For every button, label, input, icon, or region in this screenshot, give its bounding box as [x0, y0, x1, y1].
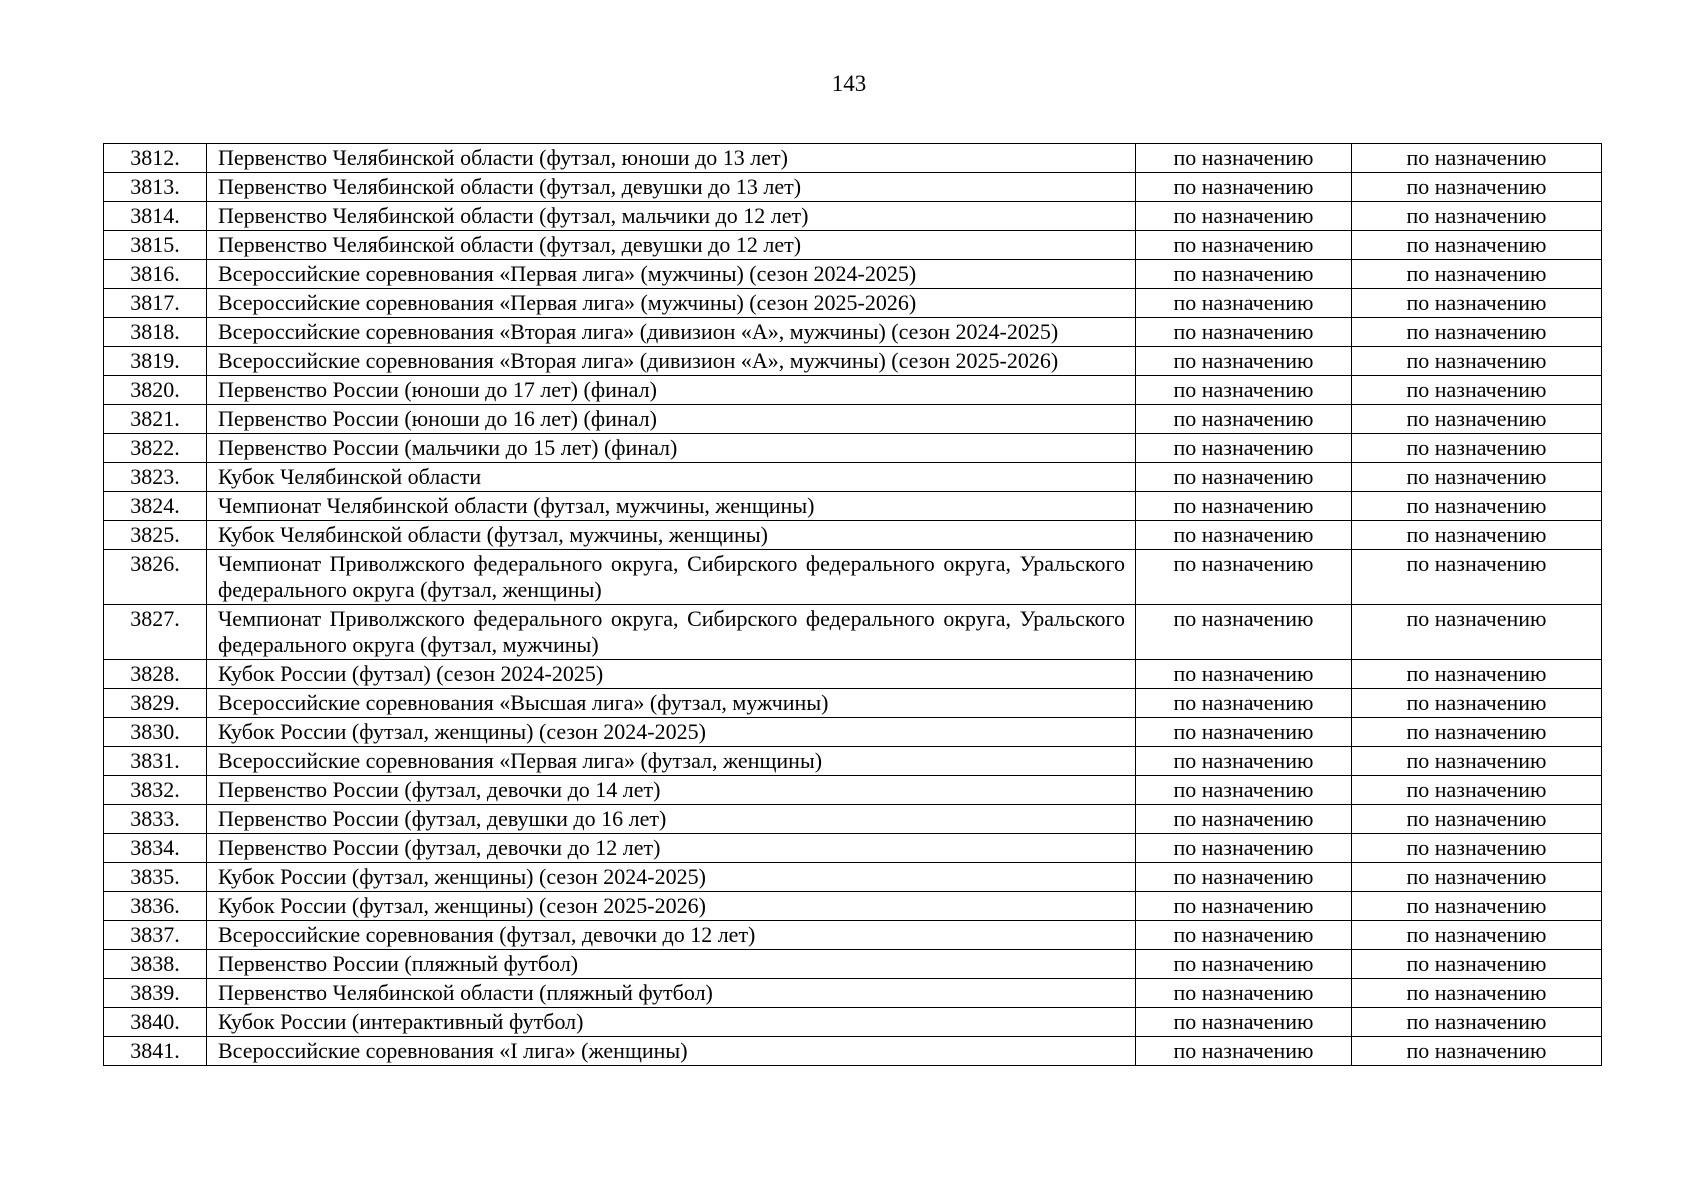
col-b-cell: по назначению — [1352, 950, 1602, 979]
col-b-cell: по назначению — [1352, 863, 1602, 892]
col-b-cell: по назначению — [1352, 144, 1602, 173]
table-row — [104, 605, 1602, 660]
event-name-cell: Первенство России (мальчики до 15 лет) (финал) — [207, 434, 1136, 463]
event-name-cell: Всероссийские соревнования «Вторая лига» (дивизион «А», мужчины) (сезон 2025-2026) — [207, 347, 1136, 376]
table-row — [104, 347, 1602, 376]
table-row — [104, 950, 1602, 979]
row-number-cell: 3839. — [104, 979, 207, 1008]
event-name-cell: Всероссийские соревнования «Высшая лига» (футзал, мужчины) — [207, 689, 1136, 718]
col-b-cell: по назначению — [1352, 521, 1602, 550]
table-row — [104, 979, 1602, 1008]
table-row — [104, 202, 1602, 231]
col-b-cell: по назначению — [1352, 492, 1602, 521]
table-row — [104, 1008, 1602, 1037]
table-row — [104, 834, 1602, 863]
col-b-cell: по назначению — [1352, 434, 1602, 463]
event-name-cell: Кубок России (футзал) (сезон 2024-2025) — [207, 660, 1136, 689]
col-a-cell: по назначению — [1136, 805, 1352, 834]
col-b-cell: по назначению — [1352, 1008, 1602, 1037]
event-name-cell: Первенство России (футзал, девочки до 12 лет) — [207, 834, 1136, 863]
row-number-cell: 3814. — [104, 202, 207, 231]
row-number-cell: 3815. — [104, 231, 207, 260]
event-name-cell: Первенство России (пляжный футбол) — [207, 950, 1136, 979]
table-row — [104, 318, 1602, 347]
event-name-cell: Кубок России (футзал, женщины) (сезон 2024-2025) — [207, 718, 1136, 747]
event-name-cell: Кубок Челябинской области — [207, 463, 1136, 492]
col-b-cell: по назначению — [1352, 231, 1602, 260]
table-row — [104, 863, 1602, 892]
row-number-cell: 3841. — [104, 1037, 207, 1066]
col-b-cell: по назначению — [1352, 463, 1602, 492]
row-number-cell: 3819. — [104, 347, 207, 376]
row-number-cell: 3824. — [104, 492, 207, 521]
table-row — [104, 492, 1602, 521]
events-table-body — [104, 144, 1602, 1066]
row-number-cell: 3836. — [104, 892, 207, 921]
table-row — [104, 173, 1602, 202]
row-number-cell: 3823. — [104, 463, 207, 492]
col-b-cell: по назначению — [1352, 921, 1602, 950]
col-b-cell: по назначению — [1352, 689, 1602, 718]
table-row — [104, 776, 1602, 805]
row-number-cell: 3834. — [104, 834, 207, 863]
row-number-cell: 3817. — [104, 289, 207, 318]
row-number-cell: 3812. — [104, 144, 207, 173]
row-number-cell: 3829. — [104, 689, 207, 718]
event-name-cell: Всероссийские соревнования (футзал, девочки до 12 лет) — [207, 921, 1136, 950]
col-b-cell: по назначению — [1352, 834, 1602, 863]
table-row — [104, 718, 1602, 747]
col-b-cell: по назначению — [1352, 747, 1602, 776]
row-number-cell: 3833. — [104, 805, 207, 834]
table-row — [104, 550, 1602, 605]
col-b-cell: по назначению — [1352, 776, 1602, 805]
row-number-cell: 3813. — [104, 173, 207, 202]
col-a-cell: по назначению — [1136, 921, 1352, 950]
event-name-cell: Чемпионат Челябинской области (футзал, мужчины, женщины) — [207, 492, 1136, 521]
col-a-cell: по назначению — [1136, 318, 1352, 347]
event-name-cell: Всероссийские соревнования «Вторая лига» (дивизион «А», мужчины) (сезон 2024-2025) — [207, 318, 1136, 347]
col-a-cell: по назначению — [1136, 950, 1352, 979]
col-a-cell: по назначению — [1136, 660, 1352, 689]
col-a-cell: по назначению — [1136, 863, 1352, 892]
table-row — [104, 144, 1602, 173]
event-name-cell: Всероссийские соревнования «Первая лига» (мужчины) (сезон 2025-2026) — [207, 289, 1136, 318]
row-number-cell: 3825. — [104, 521, 207, 550]
col-a-cell: по назначению — [1136, 202, 1352, 231]
row-number-cell: 3835. — [104, 863, 207, 892]
table-row — [104, 463, 1602, 492]
table-row — [104, 289, 1602, 318]
col-a-cell: по назначению — [1136, 405, 1352, 434]
table-row — [104, 892, 1602, 921]
col-b-cell: по назначению — [1352, 173, 1602, 202]
table-row — [104, 521, 1602, 550]
event-name-cell: Кубок Челябинской области (футзал, мужчины, женщины) — [207, 521, 1136, 550]
col-a-cell: по назначению — [1136, 463, 1352, 492]
row-number-cell: 3832. — [104, 776, 207, 805]
col-b-cell: по назначению — [1352, 550, 1602, 605]
table-row — [104, 921, 1602, 950]
col-a-cell: по назначению — [1136, 892, 1352, 921]
col-b-cell: по назначению — [1352, 660, 1602, 689]
event-name-cell: Всероссийские соревнования «Первая лига» (футзал, женщины) — [207, 747, 1136, 776]
event-name-cell: Кубок России (интерактивный футбол) — [207, 1008, 1136, 1037]
col-b-cell: по назначению — [1352, 1037, 1602, 1066]
table-row — [104, 1037, 1602, 1066]
col-b-cell: по назначению — [1352, 289, 1602, 318]
col-a-cell: по назначению — [1136, 376, 1352, 405]
event-name-cell: Первенство Челябинской области (футзал, мальчики до 12 лет) — [207, 202, 1136, 231]
col-a-cell: по назначению — [1136, 689, 1352, 718]
col-b-cell: по назначению — [1352, 405, 1602, 434]
col-a-cell: по назначению — [1136, 776, 1352, 805]
event-name-cell: Первенство Челябинской области (футзал, юноши до 13 лет) — [207, 144, 1136, 173]
table-row — [104, 231, 1602, 260]
table-row — [104, 660, 1602, 689]
col-b-cell: по назначению — [1352, 805, 1602, 834]
row-number-cell: 3821. — [104, 405, 207, 434]
row-number-cell: 3831. — [104, 747, 207, 776]
event-name-cell: Первенство России (юноши до 16 лет) (финал) — [207, 405, 1136, 434]
event-name-cell: Чемпионат Приволжского федерального округа, Сибирского федерального округа, Уральского федерального округа (футзал, женщины) — [207, 550, 1136, 605]
event-name-cell: Всероссийские соревнования «I лига» (женщины) — [207, 1037, 1136, 1066]
col-b-cell: по назначению — [1352, 202, 1602, 231]
col-a-cell: по назначению — [1136, 718, 1352, 747]
table-row — [104, 405, 1602, 434]
row-number-cell: 3816. — [104, 260, 207, 289]
col-a-cell: по назначению — [1136, 550, 1352, 605]
col-a-cell: по назначению — [1136, 144, 1352, 173]
event-name-cell: Кубок России (футзал, женщины) (сезон 2025-2026) — [207, 892, 1136, 921]
col-b-cell: по назначению — [1352, 260, 1602, 289]
col-a-cell: по назначению — [1136, 605, 1352, 660]
col-b-cell: по назначению — [1352, 318, 1602, 347]
row-number-cell: 3830. — [104, 718, 207, 747]
col-a-cell: по назначению — [1136, 1037, 1352, 1066]
row-number-cell: 3838. — [104, 950, 207, 979]
table-row — [104, 434, 1602, 463]
col-a-cell: по назначению — [1136, 260, 1352, 289]
col-a-cell: по назначению — [1136, 521, 1352, 550]
col-a-cell: по назначению — [1136, 347, 1352, 376]
table-row — [104, 260, 1602, 289]
col-a-cell: по назначению — [1136, 173, 1352, 202]
row-number-cell: 3818. — [104, 318, 207, 347]
event-name-cell: Первенство Челябинской области (пляжный футбол) — [207, 979, 1136, 1008]
col-b-cell: по назначению — [1352, 347, 1602, 376]
col-b-cell: по назначению — [1352, 979, 1602, 1008]
table-row — [104, 805, 1602, 834]
row-number-cell: 3827. — [104, 605, 207, 660]
col-b-cell: по назначению — [1352, 892, 1602, 921]
row-number-cell: 3826. — [104, 550, 207, 605]
col-a-cell: по назначению — [1136, 747, 1352, 776]
event-name-cell: Первенство Челябинской области (футзал, девушки до 13 лет) — [207, 173, 1136, 202]
event-name-cell: Первенство Челябинской области (футзал, девушки до 12 лет) — [207, 231, 1136, 260]
event-name-cell: Первенство России (футзал, девочки до 14 лет) — [207, 776, 1136, 805]
row-number-cell: 3837. — [104, 921, 207, 950]
event-name-cell: Первенство России (футзал, девушки до 16 лет) — [207, 805, 1136, 834]
event-name-cell: Всероссийские соревнования «Первая лига» (мужчины) (сезон 2024-2025) — [207, 260, 1136, 289]
table-row — [104, 747, 1602, 776]
event-name-cell: Чемпионат Приволжского федерального округа, Сибирского федерального округа, Уральского федерального округа (футзал, мужчины) — [207, 605, 1136, 660]
col-a-cell: по назначению — [1136, 979, 1352, 1008]
table-row — [104, 689, 1602, 718]
col-a-cell: по назначению — [1136, 1008, 1352, 1037]
col-a-cell: по назначению — [1136, 231, 1352, 260]
events-table — [103, 143, 1602, 1066]
event-name-cell: Кубок России (футзал, женщины) (сезон 2024-2025) — [207, 863, 1136, 892]
row-number-cell: 3828. — [104, 660, 207, 689]
col-b-cell: по назначению — [1352, 376, 1602, 405]
col-b-cell: по назначению — [1352, 718, 1602, 747]
col-a-cell: по назначению — [1136, 289, 1352, 318]
table-row — [104, 376, 1602, 405]
col-a-cell: по назначению — [1136, 492, 1352, 521]
row-number-cell: 3820. — [104, 376, 207, 405]
col-b-cell: по назначению — [1352, 605, 1602, 660]
event-name-cell: Первенство России (юноши до 17 лет) (финал) — [207, 376, 1136, 405]
page-number: 143 — [831, 71, 867, 96]
row-number-cell: 3822. — [104, 434, 207, 463]
col-a-cell: по назначению — [1136, 434, 1352, 463]
col-a-cell: по назначению — [1136, 834, 1352, 863]
row-number-cell: 3840. — [104, 1008, 207, 1037]
